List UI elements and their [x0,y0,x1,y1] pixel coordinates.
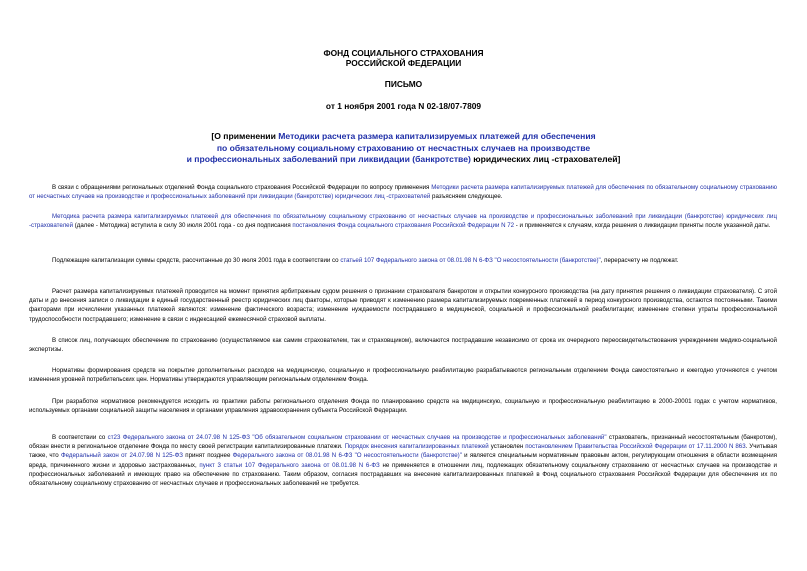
paragraph-7: При разработке нормативов рекомендуется исходить из практики работы регионального отделения Фонда по планированию средств на медицинскую, социальную и профессиональную реабилитацию в 2000-20001 годах с учетом нормативов, используемых органами социальной защиты населения и органами управления здравоохранения субъекта Российской Федерации. [29,398,777,415]
p8-text-a: В соответствии со [52,434,108,441]
paragraph-5: В список лиц, получающих обеспечение по страхованию (осуществляемое как самим страхователем, так и страховщиком), включаются пострадавшие независимо от срока их очередного переосвидетельствования учреждением медико-социальной экспертизы. [29,337,777,354]
title-methodology-link-1[interactable]: Методики расчета размера капитализируемых платежей для обеспечения [278,131,596,141]
p1-text-b: разъясняем следующее. [430,193,503,201]
p2-resolution-link[interactable]: постановления Фонда социального страхования Российской Федерации N 72 [292,222,515,230]
doc-date-number: от 1 ноября 2001 года N 02-18/07-7809 [325,101,482,111]
org-name-line2: РОССИЙСКОЙ ФЕДЕРАЦИИ [345,58,462,68]
org-name-line1: ФОНД СОЦИАЛЬНОГО СТРАХОВАНИЯ [323,48,484,58]
p3-law-article-link[interactable]: статьей 107 Федерального закона от 08.01.98 N 6-ФЗ "О несостоятельности (банкротстве)" [340,257,601,264]
title-close: юридических лиц -страхователей] [470,154,621,164]
p8-article-107-link[interactable]: пункт 3 статьи 107 Федерального закона от 08.01.98 N 6-ФЗ [199,461,380,469]
p8-government-resolution-link[interactable]: постановлением Правительства Российской Федерации от 17.11.2000 N 863 [525,443,746,451]
p8-text-b: страхователь, признанный несостоятельным (банкротом), обязан внести в региональное отделение Фонда по месту своей регистрации капитализированные платежи. [29,434,777,451]
p3-text-b: , перерасчету не подлежат. [600,257,679,264]
doc-type: ПИСЬМО [384,79,423,89]
p1-methodology-link[interactable]: Методики расчета размера капитализируемых платежей для обеспечения по обязательному социальному страхованию от несчастных случаев на производстве и профессиональных заболеваний при ликвидации (банкротстве) юридических лиц -страхователей [29,184,777,201]
p8-law-125-link[interactable]: ст23 Федерального закона от 24.07.98 N 125-ФЗ "Об обязательном социальном страховании от несчастных случаев на производстве и профессиональных заболеваний" [107,434,607,441]
doc-title [0,131,807,166]
p2-text-b: - и применяется к случаям, когда решения о ликвидации приняты после указанной даты. [514,222,771,230]
p8-text-f: и является специальным нормативным правовым актом, регулирующим отношения в области возмещения вреда, причиненного жизни и здоровью застрахованных, [29,452,777,469]
p8-law-125-short-link[interactable]: Федеральный закон от 24.07.98 N 125-ФЗ [60,452,183,460]
title-open: [О применении [211,131,279,141]
p1-text-a: В связи с обращениями региональных отделений Фонда социального страхования Российской Федерации по вопросу применения [52,184,432,191]
paragraph-3 [29,256,777,265]
paragraph-6: Нормативы формирования средств на покрытие дополнительных расходов на медицинскую, социальную и профессиональную реабилитацию разрабатываются региональным отделением Фонда самостоятельно и ежегодно уточняются с учетом изменения уровней потребительских цен. Нормативы утверждаются управляющим региональным отделением Фонда. [29,367,777,384]
p8-text-c: установлен [488,443,526,451]
paragraph-8 [29,433,777,488]
paragraph-4: Расчет размера капитализируемых платежей проводится на момент принятия арбитражным судом решения о признании страхователя банкротом и открытии конкурсного производства (на дату принятия решения о ликвидации страхователя). С этой даты и до внесения записи о ликвидации в единый государственный реестр юридических лиц факторы, которые приводят к изменению размера капитализируемых повременных платежей в период конкурсного производства, остаются постоянными. Такими факторами при исчислении указанных платежей являются: изменение фактического возраста; изменение нуждаемости пострадавшего в медицинской, социальной и профессиональной реабилитации; изменение степени утраты профессиональной трудоспособности пострадавшего; изменение в связи с индексацией ежемесячной страховой выплаты. [29,288,777,323]
p3-text-a: Подлежащие капитализации суммы средств, рассчитанные до 30 июля 2001 года в соответствии со [52,257,341,264]
title-methodology-link-2[interactable]: по обязательному социальному страхованию от несчастных случаев на производстве [216,142,591,153]
p8-text-g: не применяется в отношении лиц, подлежащих обязательному социальному страхованию от несчастных случаев на производстве и профессиональных заболеваний и имеющих право на обеспечение по страхованию. Таким образом, согласия пострадавших на внесение капитализированных платежей в Фонд социального страхования Российской Федерации для обеспечения их по обязательному социальному страхованию от несчастных случаев и профессиональных заболеваний не требуется. [29,461,777,488]
p8-text-e: принят позднее [182,452,233,460]
p8-bankruptcy-law-link[interactable]: Федерального закона от 08.01.98 N 6-ФЗ "О несостоятельности (банкротстве)" [232,452,462,460]
p2-methodology-link[interactable]: Методика расчета размера капитализируемых платежей для обеспечения по обязательному социальному страхованию от несчастных случаев на производстве и профессиональных заболеваний при ликвидации (банкротстве) юридических лиц -страхователей [29,213,777,230]
paragraph-1 [29,183,777,201]
title-methodology-link-3[interactable]: и профессиональных заболеваний при ликвидации (банкротстве) [186,154,471,164]
paragraph-2 [29,212,777,230]
p8-payment-procedure-link[interactable]: Порядок внесения капитализированных платежей [344,443,489,451]
p8-text-d: . Учитывая также, что [29,443,777,460]
p2-text-a: (далее - Методика) вступила в силу 30 июля 2001 года - со дня подписания [73,222,293,230]
